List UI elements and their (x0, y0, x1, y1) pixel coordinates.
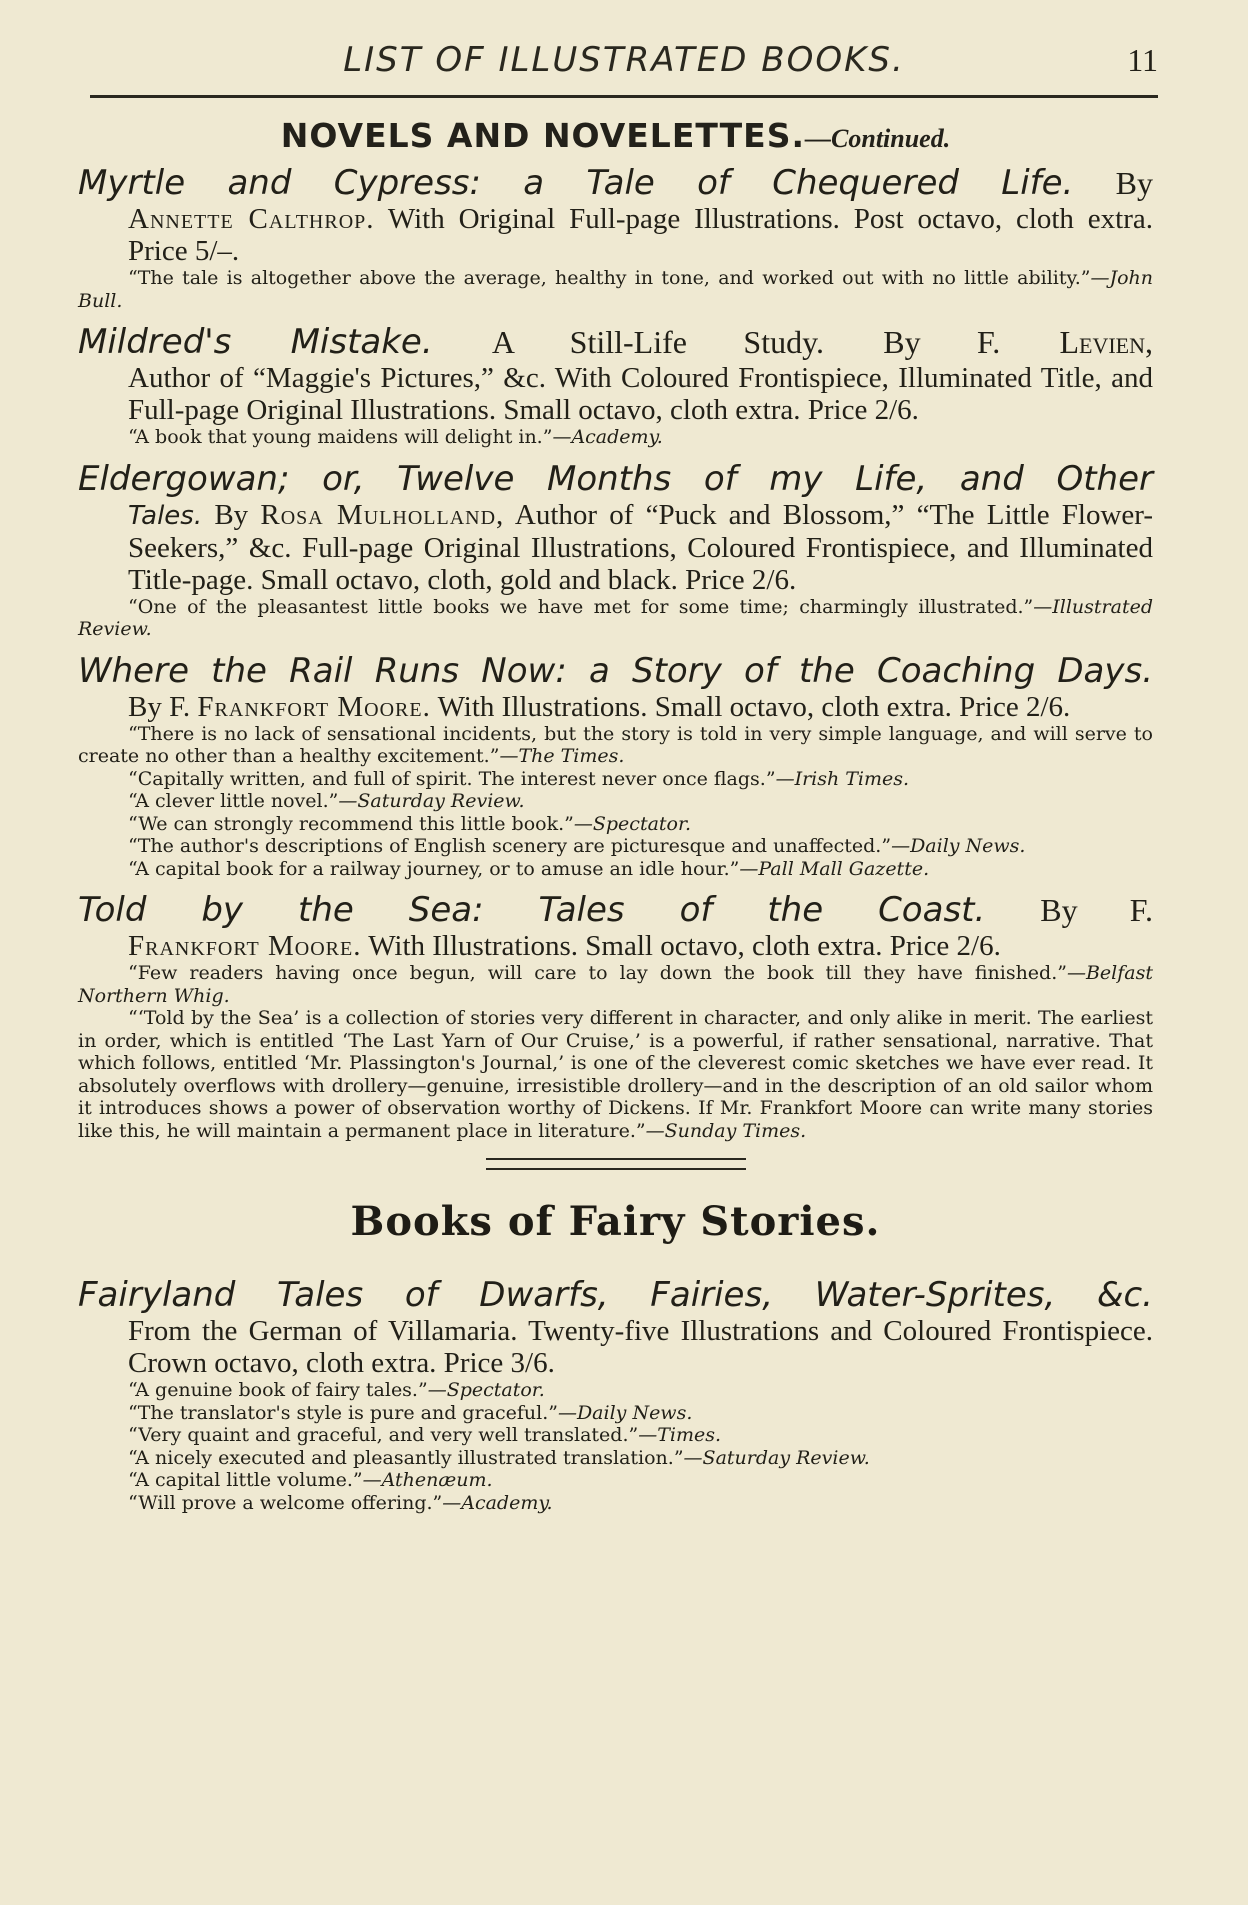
book-entry (78, 651, 1153, 881)
running-title: LIST OF ILLUSTRATED BOOKS. (343, 40, 905, 80)
section-heading (78, 116, 1153, 155)
review-source: —Saturday Review. (338, 790, 525, 812)
section-heading-text: NOVELS AND NOVELETTES. (280, 116, 806, 155)
review-text: “Very quaint and graceful, and very well translated.” (128, 1424, 639, 1446)
review-text: “A capital little volume.” (128, 1469, 363, 1491)
review-quote (78, 1379, 1153, 1402)
fairy-section-heading: Books of Fairy Stories. (350, 1198, 881, 1245)
review-source: —Spectator. (573, 812, 692, 835)
review-text: “‘Told by the Sea’ is a collection of stories very different in character, and only alike in merit. The earliest in order, which is entitled ‘The Last Yarn of Our Cruise,’ is a powerful, if rather sensational, narrative. That which follows, entitled ‘Mr. Plassington's Journal,’ is one of the cleverest comic sketches we have ever read. It absolutely overflows with drollery—genuine, irresistible drollery—and in the description of an old sailor whom it introduces shows a power of observation worthy of Dickens. If Mr. Frankfort Moore can write many stories like this, he will maintain a permanent place in literature.” (78, 1007, 1153, 1142)
book-by: By F. (1040, 892, 1154, 928)
review-text: “The translator's style is pure and graceful.” (128, 1401, 558, 1424)
book-author: Annette Calthrop. (128, 203, 375, 235)
book-by: By (1115, 165, 1154, 201)
review-quote (78, 1402, 1153, 1425)
header-rule (90, 95, 1158, 98)
review-quote (78, 1447, 1153, 1470)
book-title: Told by the Sea: Tales of the Coast. (78, 890, 986, 930)
page-number: 11 (1127, 42, 1158, 78)
review-text: “There is no lack of sensational incidents, but the story is told in very simple language, and will serve to create no other than a healthy excitement.” (78, 722, 1153, 767)
review-source: —Daily News. (891, 835, 1026, 857)
book-entry (78, 1275, 1153, 1514)
book-description: With Original Full-page Illustrations. Post octavo, cloth extra. Price 5/–. (128, 203, 1154, 267)
book-entry (78, 890, 1153, 1142)
book-author: Frankfort Moore. (128, 930, 362, 962)
review-source: —Spectator. (427, 1379, 545, 1401)
book-by: By (214, 498, 249, 531)
book-details (78, 930, 1153, 962)
review-text: “Will prove a welcome offering.” (128, 1491, 443, 1514)
review-quote (78, 835, 1153, 858)
book-details (78, 362, 1153, 426)
book-title: Eldergowan; or, Twelve Months of my Life, and Other (78, 458, 1153, 499)
book-description: With Illustrations. Small octavo, cloth extra. Price 2/6. (437, 690, 1071, 723)
review-source: —Irish Times. (775, 767, 910, 790)
book-author: Frankfort Moore. (197, 690, 431, 723)
book-title: Fairyland Tales of Dwarfs, Fairies, Water-Sprites, &c. (78, 1275, 1153, 1315)
running-head (90, 40, 1158, 86)
book-entry (78, 322, 1153, 449)
review-quote (78, 962, 1153, 1007)
book-description: With Illustrations. Small octavo, cloth extra. Price 2/6. (368, 930, 1001, 962)
book-details (78, 499, 1153, 596)
review-quote (78, 1424, 1153, 1447)
review-quote (78, 426, 1153, 449)
book-title: Mildred's Mistake. (78, 322, 433, 362)
review-text: “We can strongly recommend this little book.” (128, 812, 574, 835)
review-text: “A genuine book of fairy tales.” (128, 1379, 428, 1401)
book-by: By F. (883, 324, 1001, 360)
review-quote (78, 1492, 1153, 1515)
section-divider (486, 1158, 746, 1170)
book-description: Author of “Maggie's Pictures,” &c. With Coloured Frontispiece, Illuminated Title, and Full-page Original Illustrations. Small octavo, cloth extra. Price 2/6. (128, 362, 1153, 426)
book-title-line (78, 163, 1153, 203)
review-text: “Few readers having once begun, will care to lay down the book till they have finished.” (128, 962, 1067, 984)
review-quote (78, 1007, 1153, 1142)
review-text: “Capitally written, and full of spirit. The interest never once flags.” (128, 767, 776, 790)
book-author: Levien, (1059, 324, 1153, 360)
book-title-line (78, 1275, 1153, 1315)
book-description: From the German of Villamaria. Twenty-five Illustrations and Coloured Frontispiece. Crown octavo, cloth extra. Price 3/6. (128, 1315, 1153, 1379)
review-text: “A book that young maidens will delight in.” (128, 426, 553, 448)
review-text: “A clever little novel.” (128, 790, 339, 812)
book-title-continued: Tales. (128, 500, 203, 531)
book-details (78, 1315, 1153, 1379)
review-source: —John Bull. (78, 267, 1153, 312)
book-title-line (78, 322, 1153, 362)
review-text: “One of the pleasantest little books we have met for some time; charmingly illustrated.” (128, 595, 1034, 618)
review-text: “The tale is altogether above the average, healthy in tone, and worked out with no little ability.” (128, 267, 1091, 289)
review-text: “The author's descriptions of English scenery are picturesque and unaffected.” (128, 835, 892, 857)
review-quote (78, 768, 1153, 791)
review-source: —Athenæum. (362, 1469, 493, 1491)
review-source: —Times. (638, 1424, 722, 1446)
review-source: —The Times. (499, 745, 625, 767)
book-title-line (78, 890, 1153, 930)
page-content (78, 116, 1153, 1524)
review-quote (78, 1469, 1153, 1492)
book-subtitle: A Still-Life Study. (491, 324, 824, 360)
review-quote (78, 596, 1153, 641)
review-source: —Illustrated Review. (78, 595, 1153, 640)
review-text: “A nicely executed and pleasantly illustrated translation.” (128, 1446, 684, 1469)
review-quote (78, 267, 1153, 312)
book-by: By F. (128, 690, 191, 723)
review-source: —Sunday Times. (645, 1119, 807, 1142)
review-quote (78, 723, 1153, 768)
book-details (78, 691, 1153, 723)
review-source: —Pall Mall Gazette. (739, 857, 930, 880)
review-quote (78, 858, 1153, 881)
review-source: —Daily News. (557, 1401, 693, 1424)
review-source: —Academy. (442, 1491, 553, 1514)
book-title: Myrtle and Cypress: a Tale of Chequered Life. (78, 163, 1074, 203)
review-text: “A capital book for a railway journey, or to amuse an idle hour.” (128, 857, 740, 880)
book-title-line (78, 651, 1153, 691)
review-source: —Saturday Review. (683, 1446, 870, 1469)
section-heading-continued: —Continued. (805, 124, 951, 153)
book-details (78, 203, 1153, 267)
review-quote (78, 790, 1153, 813)
book-title: Where the Rail Runs Now: a Story of the Coaching Days. (78, 650, 1153, 691)
book-title-line (78, 459, 1153, 499)
review-source: —Belfast Northern Whig. (78, 962, 1153, 1007)
review-quote (78, 813, 1153, 836)
book-description: Author of “Puck and Blossom,” “The Little Flower-Seekers,” &c. Full-page Original Illustrations, Coloured Frontispiece, and Illuminated Title-page. Small octavo, cloth, gold and black. Price 2/6. (128, 498, 1154, 596)
book-author: Rosa Mulholland, (260, 498, 505, 531)
review-source: —Academy. (552, 426, 663, 448)
book-entry (78, 459, 1153, 641)
book-entry (78, 163, 1153, 312)
